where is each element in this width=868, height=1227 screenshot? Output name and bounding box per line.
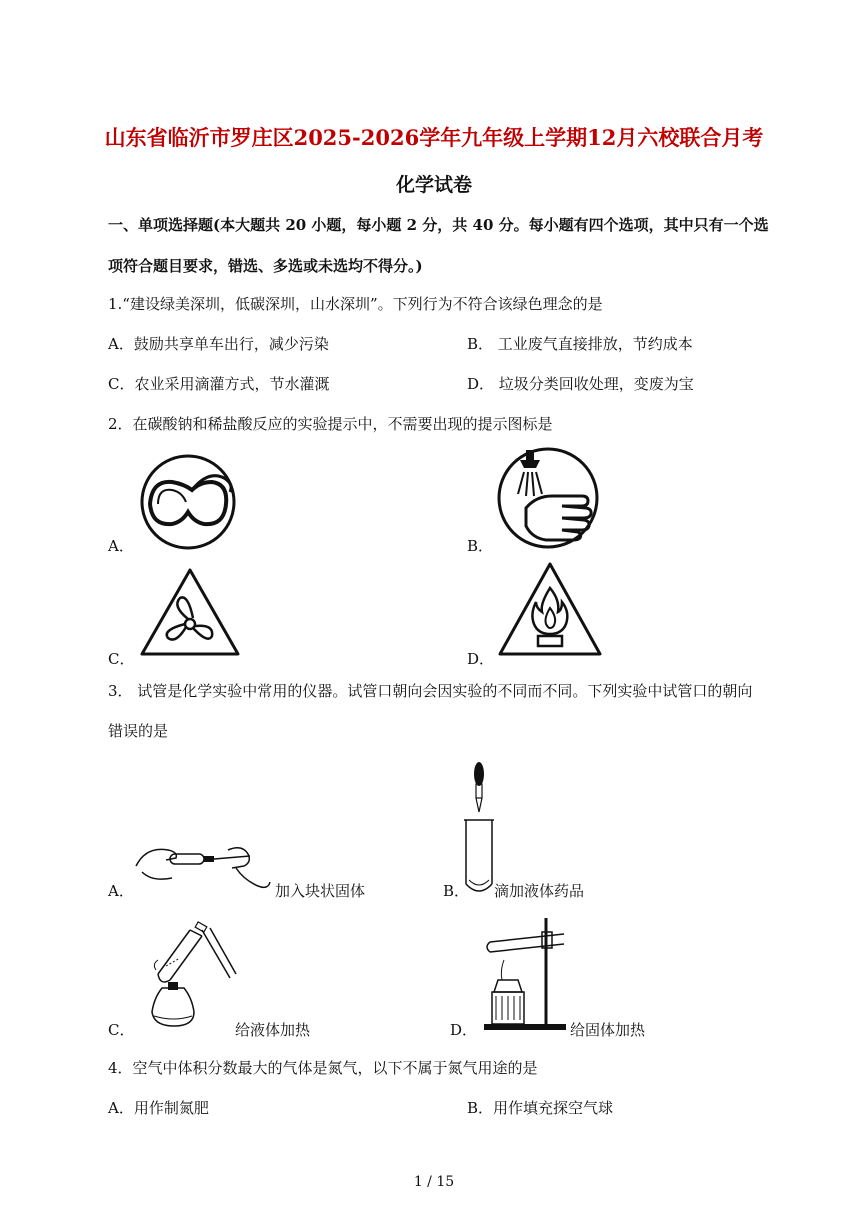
dropper-test-tube-icon — [462, 760, 496, 896]
q3-option-b-caption: 滴加液体药品 — [494, 882, 585, 900]
q3-option-a-caption: 加入块状固体 — [275, 882, 366, 900]
q3-option-d-label[interactable]: D． — [450, 1021, 478, 1039]
q3-option-c-caption: 给液体加热 — [235, 1021, 311, 1039]
q1-option-c[interactable]: C．农业采用滴灌方式，节水灌溉 — [108, 375, 330, 393]
q2-option-b-label[interactable]: B． — [467, 537, 494, 555]
q4-option-b[interactable]: B．用作填充探空气球 — [467, 1099, 614, 1117]
q4-option-a[interactable]: A．用作制氮肥 — [108, 1099, 209, 1117]
q2-stem: 2．在碳酸钠和稀盐酸反应的实验提示中，不需要出现的提示图标是 — [108, 415, 553, 433]
q3-stem-line2: 错误的是 — [108, 722, 169, 740]
q1-option-b[interactable]: B． 工业废气直接排放，节约成本 — [467, 335, 693, 353]
q3-stem-line1: 3． 试管是化学实验中常用的仪器。试管口朝向会因实验的不同而不同。下列实验中试管口的朝向 — [108, 682, 753, 700]
hand-washing-icon — [496, 446, 600, 550]
q1-option-a[interactable]: A．鼓励共享单车出行，减少污染 — [108, 335, 329, 353]
q3-option-b-label[interactable]: B． — [443, 882, 470, 900]
q2-option-a-label[interactable]: A． — [108, 537, 134, 555]
q2-option-c-label[interactable]: C． — [108, 650, 135, 668]
q4-stem: 4．空气中体积分数最大的气体是氮气，以下不属于氮气用途的是 — [108, 1059, 538, 1077]
page-title: 山东省临沂市罗庄区2025-2026学年九年级上学期12月六校联合月考 — [104, 125, 764, 150]
q1-option-d[interactable]: D． 垃圾分类回收处理，变废为宝 — [467, 375, 694, 393]
goggles-icon — [138, 452, 238, 552]
q3-option-c-label[interactable]: C． — [108, 1021, 135, 1039]
test-tube-solid-adding-icon — [132, 836, 274, 894]
q2-option-d-label[interactable]: D． — [467, 650, 495, 668]
section-heading-line1: 一、单项选择题(本大题共 20 小题，每小题 2 分，共 40 分。每小题有四个选项，其中只有一个选 — [108, 216, 769, 234]
page-subtitle: 化学试卷 — [395, 174, 472, 196]
q1-stem: 1.“建设绿美深圳，低碳深圳，山水深圳”。下列行为不符合该绿色理念的是 — [108, 295, 603, 313]
q3-option-d-caption: 给固体加热 — [570, 1021, 646, 1039]
section-heading-line2: 项符合题目要求，错选、多选或未选均不得分。) — [108, 257, 423, 275]
ventilation-fan-icon — [138, 566, 242, 658]
q3-option-a-label[interactable]: A． — [108, 882, 134, 900]
page-number: 1 / 15 — [413, 1174, 455, 1190]
liquid-heating-icon — [130, 920, 238, 1038]
solid-heating-icon — [478, 914, 570, 1036]
open-flame-icon — [496, 560, 604, 658]
